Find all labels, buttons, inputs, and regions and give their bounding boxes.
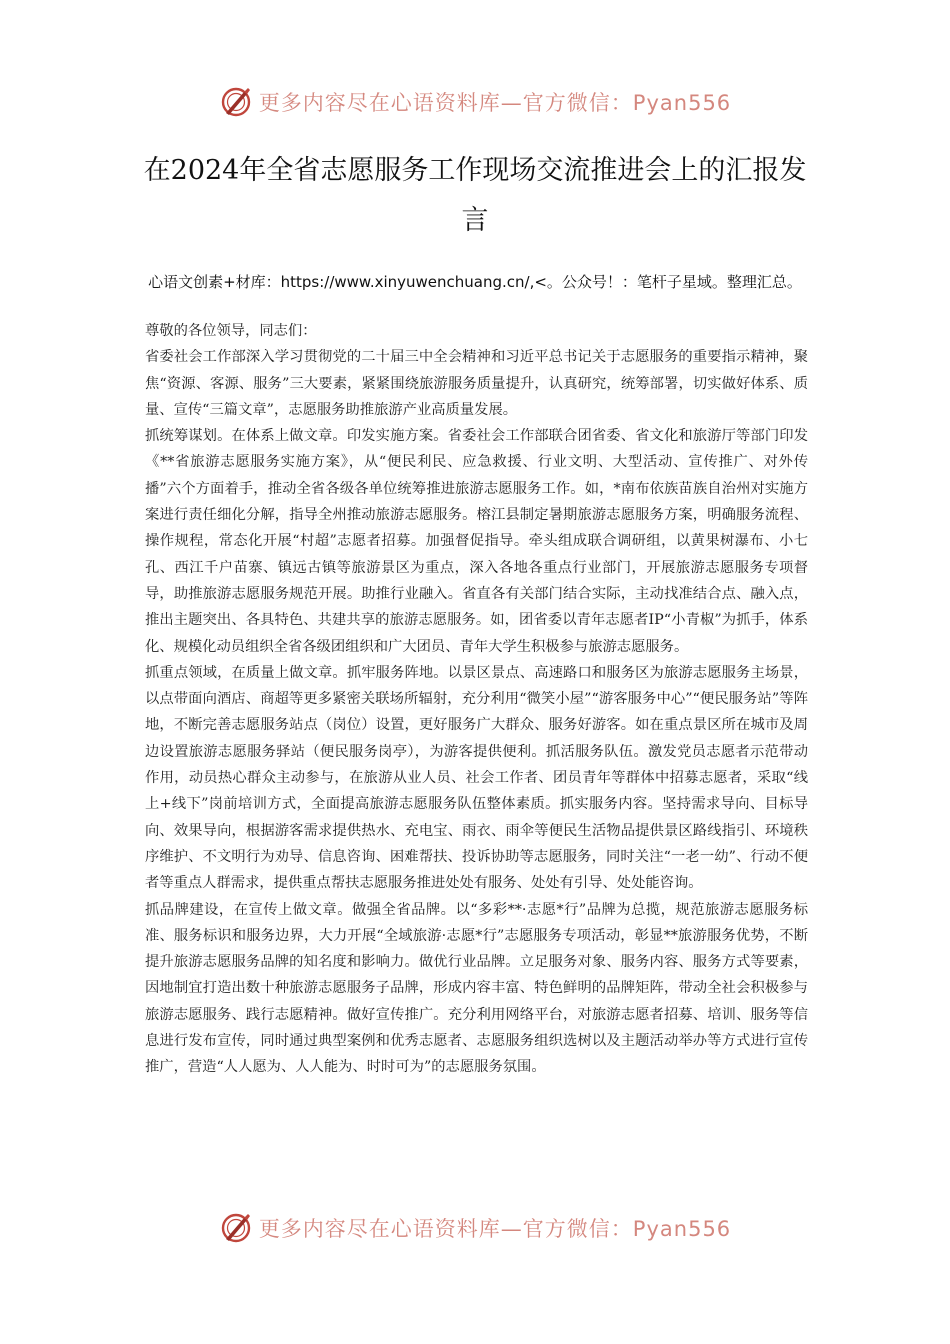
pen-in-circle-icon [219, 1211, 253, 1245]
body-paragraph: 抓品牌建设，在宣传上做文章。做强全省品牌。以“多彩**·志愿*行”品牌为总揽，规范旅游志愿服务标准、服务标识和服务边界，大力开展“全域旅游·志愿*行”志愿服务专项活动，彰显**旅游服务优势，不断提升旅游志愿服务品牌的知名度和影响力。做优行业品牌。立足服务对象、服务内容、服务方式等要素，因地制宜打造出数十种旅游志愿服务子品牌，形成内容丰富、特色鲜明的品牌矩阵，带动全社会积极参与旅游志愿服务、践行志愿精神。做好宣传推广。充分利用网络平台，对旅游志愿者招募、培训、服务等信息进行发布宣传，同时通过典型案例和优秀志愿者、志愿服务组织选树以及主题活动举办等方式进行宣传推广，营造“人人愿为、人人能为、时时可为”的志愿服务氛围。 [145, 901, 808, 1076]
salutation: 尊敬的各位领导，同志们： [145, 323, 317, 339]
source-note: 心语文创素+材库：https://www.xinyuwenchuang.cn/,<。公众号！：笔杆子星域。整理汇总。 [148, 273, 802, 291]
body-paragraph: 抓统筹谋划。在体系上做文章。印发实施方案。省委社会工作部联合团省委、省文化和旅游厅等部门印发《**省旅游志愿服务实施方案》，从“便民利民、应急救援、行业文明、大型活动、宣传推广、对外传播”六个方面着手，推动全省各级各单位统筹推进旅游志愿服务工作。如，*南布依族苗族自治州对实施方案进行责任细化分解，指导全州推动旅游志愿服务。榕江县制定暑期旅游志愿服务方案，明确服务流程、操作规程，常态化开展“村超”志愿者招募。加强督促指导。牵头组成联合调研组，以黄果树瀑布、小七孔、西江千户苗寨、镇远古镇等旅游景区为重点，深入各地各重点行业部门，开展旅游志愿服务专项督导，助推旅游志愿服务规范开展。助推行业融入。省直各有关部门结合实际，主动找准结合点、融入点，推出主题突出、各具特色、共建共享的旅游志愿服务。如，团省委以青年志愿者IP“小青椒”为抓手，体系化、规模化动员组织全省各级团组织和广大团员、青年大学生积极参与旅游志愿服务。 [145, 428, 808, 655]
banner-text: 更多内容尽在心语资料库—官方微信：Pyan556 [258, 91, 732, 115]
bottom-banner [0, 1206, 950, 1250]
pen-in-circle-icon [219, 85, 253, 119]
body-paragraph: 省委社会工作部深入学习贯彻党的二十届三中全会精神和习近平总书记关于志愿服务的重要指示精神，聚焦“资源、客源、服务”三大要素，紧紧围绕旅游服务质量提升，认真研究，统筹部署，切实做好体系、质量、宣传“三篇文章”，志愿服务助推旅游产业高质量发展。 [145, 349, 808, 418]
top-banner [0, 80, 950, 124]
body-paragraph: 抓重点领域，在质量上做文章。抓牢服务阵地。以景区景点、高速路口和服务区为旅游志愿服务主场景，以点带面向酒店、商超等更多紧密关联场所辐射，充分利用“微笑小屋”“游客服务中心”“便民服务站”等阵地，不断完善志愿服务站点（岗位）设置，更好服务广大群众、服务好游客。如在重点景区所在城市及周边设置旅游志愿服务驿站（便民服务岗亭），为游客提供便利。抓活服务队伍。激发党员志愿者示范带动作用，动员热心群众主动参与，在旅游从业人员、社会工作者、团员青年等群体中招募志愿者，采取“线上+线下”岗前培训方式，全面提高旅游志愿服务队伍整体素质。抓实服务内容。坚持需求导向、目标导向、效果导向，根据游客需求提供热水、充电宝、雨衣、雨伞等便民生活物品提供景区路线指引、环境秩序维护、不文明行为劝导、信息咨询、困难帮扶、投诉协助等志愿服务，同时关注“一老一幼”、行动不便者等重点人群需求，提供重点帮扶志愿服务推进处处有服务、处处有引导、处处能咨询。 [145, 664, 808, 892]
document-title: 在2024年全省志愿服务工作现场交流推进会上的汇报发言 [143, 155, 807, 236]
banner-text: 更多内容尽在心语资料库—官方微信：Pyan556 [258, 1217, 732, 1241]
document-body [145, 318, 808, 1081]
